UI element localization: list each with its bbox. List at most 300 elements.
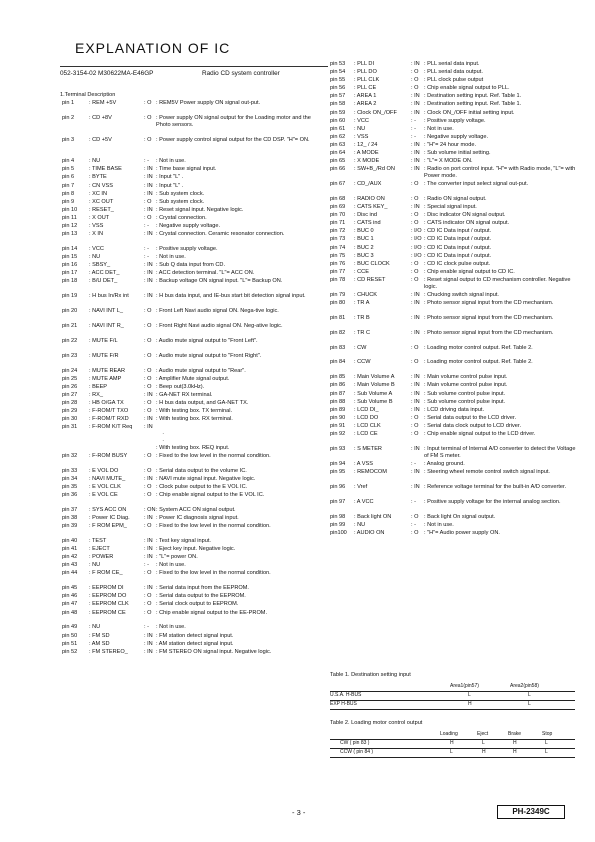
pin-name: : LCD CLK	[354, 422, 381, 429]
pin-number: pin 4	[62, 158, 75, 165]
pin-io-type: : IN	[411, 204, 420, 211]
pin-description: : Eject key input. Negative logic.	[156, 546, 236, 553]
pin-io-type: : -	[144, 246, 149, 252]
pin-io-type: : I/O	[411, 228, 422, 235]
pin-row	[330, 253, 580, 261]
pin-number: pin 25	[62, 375, 78, 382]
pin-name: : BEEP	[89, 383, 108, 390]
pin-name: : LCD DO	[354, 414, 379, 421]
pin-row	[330, 315, 580, 330]
pin-io-type: : IN	[411, 158, 420, 165]
pin-number: pin 28	[62, 400, 78, 407]
right-column	[330, 61, 580, 538]
pin-io-type: : IN	[144, 632, 153, 639]
pin-name: : B/U DET_	[89, 278, 118, 285]
pin-description: : H bus data output, and GA-NET TX.	[156, 400, 249, 407]
pin-row	[60, 523, 330, 538]
pin-description: : Not in use.	[424, 125, 454, 132]
pin-description: : Radio on port control input. "H"= with Radio mode, "L"= with Power mode.	[424, 166, 576, 180]
pin-row	[330, 292, 580, 300]
pin-description: : Not in use.	[156, 562, 186, 569]
pin-description: : Input "L" .	[156, 174, 184, 181]
pin-description: : Backup voltage ON signal input. "L"= Backup ON.	[156, 278, 283, 285]
pin-row	[330, 158, 580, 166]
pin-row	[60, 384, 330, 392]
section-title: 1.Terminal Description	[60, 92, 116, 98]
pin-description: : CD IC Data input / output.	[424, 228, 492, 235]
pin-name: : CD +8V	[89, 114, 112, 121]
pin-io-type: : IN	[144, 392, 153, 398]
pin-io-type: : IN	[411, 390, 420, 397]
pin-number: pin 69	[330, 204, 346, 211]
pin-description: : Front Left Navi audio signal ON. Nega-tive logic.	[156, 308, 279, 315]
pin-number: pin 77	[330, 268, 346, 275]
table-header	[330, 731, 575, 740]
pin-description: : With testing box. RX terminal.	[156, 416, 233, 423]
pin-io-type: : -	[144, 254, 149, 261]
pin-row	[60, 166, 330, 174]
pin-number: pin 31	[62, 424, 78, 431]
pin-name: : E VOL CLK	[89, 483, 121, 490]
pin-name: : Sub Volume A	[354, 390, 393, 397]
pin-description: : Photo sensor signal input from the CD mechanism.	[424, 314, 554, 321]
pin-name: : CATS ind	[354, 220, 381, 227]
pin-description: : Radio ON signal output.	[424, 196, 487, 202]
pin-number: pin 24	[62, 367, 78, 374]
pin-row	[60, 368, 330, 376]
pin-name: : LCD CE	[354, 431, 378, 438]
pin-row	[60, 492, 330, 507]
pin-io-type: : IN	[144, 231, 153, 238]
pin-name: : Power IC Diag.	[89, 515, 130, 522]
pin-row	[330, 228, 580, 236]
pin-name: : F-ROM BUSY	[89, 452, 128, 459]
table-title: Table 1. Destination setting input	[330, 672, 411, 678]
table-cell: L	[528, 692, 531, 698]
table-cell: L	[545, 749, 548, 755]
pin-name: : PLL CE	[354, 85, 377, 92]
page-number: - 3 -	[292, 808, 306, 817]
pin-description: : Serial data output to the volume IC.	[156, 467, 247, 474]
pin-number: pin 38	[62, 515, 78, 522]
pin-io-type: : O	[144, 483, 152, 490]
pin-description: : Audio mute signal output to "Front Right".	[156, 352, 262, 359]
pin-row	[60, 601, 330, 609]
pin-name: : Clock ON_/OFF	[354, 109, 397, 116]
pin-description: : Photo sensor signal input from the CD mechanism.	[424, 329, 554, 336]
pin-io-type: : -	[144, 624, 149, 631]
pin-io-type: : IN	[411, 374, 420, 381]
pin-name: : EEPROM CLK	[89, 601, 129, 608]
pin-name: : A VCC	[354, 498, 374, 505]
pin-io-type: : IN	[411, 329, 420, 336]
pin-description: : Amplifier Mute signal output.	[156, 375, 230, 382]
pin-number: pin 81	[330, 314, 346, 321]
pin-description: : Back light On signal output.	[424, 513, 496, 520]
pin-description: : Audio mute signal output to "Front Left".	[156, 337, 258, 344]
pin-number: pin 36	[62, 492, 78, 499]
pin-name: : TR B	[354, 314, 370, 321]
table-row	[330, 740, 575, 749]
pin-description: : Sub system clock.	[156, 198, 205, 205]
pin-io-type: : IN	[144, 424, 153, 431]
pin-description: : Not in use.	[156, 158, 186, 165]
pin-io-type: : IN	[411, 93, 420, 100]
pin-number: pin 70	[330, 212, 346, 219]
pin-row	[60, 649, 330, 664]
pin-description: : Reference voltage terminal for the built-in A/D converter.	[424, 483, 567, 490]
pin-row	[60, 207, 330, 215]
pin-io-type: : O	[144, 523, 152, 530]
pin-number: pin 59	[330, 109, 346, 116]
pin-row	[60, 624, 330, 632]
pin-number: pin 3	[62, 136, 75, 143]
pin-row	[330, 484, 580, 499]
pin-row	[60, 585, 330, 593]
pin-row	[330, 126, 580, 134]
pin-description: : Reset signal input. Negative logic.	[156, 206, 244, 213]
table-cell: H	[482, 749, 486, 755]
pin-row	[60, 191, 330, 199]
pin-row	[60, 158, 330, 166]
pin-io-type: : O	[144, 467, 152, 474]
pin-row	[330, 150, 580, 158]
pin-description: : Loading motor control output. Ref. Table 2.	[424, 344, 533, 351]
pin-name: : VCC	[354, 117, 369, 124]
pin-name: : CD_/AUX	[354, 181, 382, 188]
pin-number: pin 23	[62, 352, 78, 359]
pin-io-type: : IN	[144, 270, 153, 277]
pin-name: : CW	[354, 344, 367, 351]
pin-description: : GA-NET RX terminal.	[156, 392, 213, 398]
pin-number: pin 47	[62, 601, 78, 608]
pin-number: pin 61	[330, 125, 346, 132]
pin-io-type: : IN	[411, 483, 420, 490]
table-header-cell: Area1(pin57)	[450, 683, 479, 689]
pin-description: : Serial data output to the LCD driver.	[424, 414, 517, 421]
pin-io-type: : IN	[411, 291, 420, 298]
pin-number: pin 57	[330, 93, 346, 100]
title-rule	[60, 66, 328, 67]
pin-row	[60, 215, 330, 223]
pin-description: : Serial data output to the EEPROM.	[156, 593, 246, 600]
pin-description: : "L"= X MODE ON.	[424, 158, 473, 165]
pin-description: : Serial data input from the EEPROM.	[156, 585, 249, 592]
table-header-cell: Brake	[508, 731, 522, 737]
pin-io-type: : IN	[144, 190, 153, 197]
pin-number: pin 74	[330, 244, 346, 251]
pin-io-type: : I/O	[411, 236, 422, 243]
pin-name: : CD RESET	[354, 276, 386, 283]
model-code-box: PH-2349C	[497, 805, 565, 819]
pin-number: pin 58	[330, 101, 346, 108]
pin-row	[60, 137, 330, 159]
pin-description: : H bus data input, and IE-bus start bit detection signal input.	[156, 293, 306, 300]
pin-io-type: : IN	[144, 546, 153, 553]
pin-io-type: : O	[144, 609, 152, 616]
pin-io-type: : O	[144, 308, 152, 315]
pin-description: : AM station detect signal input.	[156, 640, 234, 647]
pin-name: : NU	[89, 254, 101, 261]
pin-number: pin 32	[62, 452, 78, 459]
table-cell: H	[513, 740, 517, 746]
pin-name: : HB O/GA TX	[89, 400, 124, 407]
pin-io-type: : O	[144, 337, 152, 344]
pin-number: pin 53	[330, 61, 346, 67]
pin-number: pin 96	[330, 483, 346, 490]
pin-description: : Destination setting input. Ref. Table 1.	[424, 101, 522, 108]
pin-description: : Loading motor control output. Ref. Table 2.	[424, 359, 533, 366]
pin-name: : A VSS	[354, 460, 373, 467]
pin-description: : Not in use.	[424, 521, 454, 528]
pin-description: : Negative supply voltage.	[156, 223, 221, 230]
pin-io-type: : IN	[144, 554, 153, 561]
pin-io-type: : IN	[144, 475, 153, 482]
table-cell: H	[450, 740, 454, 746]
table-row	[330, 749, 575, 758]
table-cell: L	[528, 701, 531, 707]
pin-row	[330, 374, 580, 382]
pin-name: : REM +5V	[89, 100, 117, 106]
pin-number: pin 87	[330, 390, 346, 397]
pin-row	[60, 468, 330, 476]
pin-row	[60, 610, 330, 625]
pin-io-type: : -	[411, 460, 416, 467]
pin-number: pin 63	[330, 141, 346, 148]
pin-row	[60, 231, 330, 246]
table-row	[330, 692, 575, 701]
pin-io-type: : ON	[144, 506, 156, 513]
pin-number: pin 52	[62, 648, 78, 655]
pin-io-type: : IN	[144, 640, 153, 647]
pin-description: : Input terminal of Internal A/D converter to detect the Voltage of FM S meter.	[424, 445, 576, 459]
pin-io-type: : O	[144, 492, 152, 499]
pin-io-type: : IN	[144, 538, 153, 545]
pin-io-type: : O	[411, 260, 419, 267]
table-row-label: CW ( pin 83 )	[340, 740, 370, 746]
table-header-cell: Stop	[542, 731, 553, 737]
pin-name: : F-ROM K/T Req	[89, 424, 133, 431]
pin-number: pin 68	[330, 196, 346, 202]
pin-name: : RX_	[89, 392, 103, 398]
pin-name: : TR A	[354, 299, 370, 306]
pin-io-type: : O	[144, 352, 152, 359]
table-header-cell: Eject	[477, 731, 489, 737]
pin-description: : With testing box. TX terminal.	[156, 408, 233, 415]
pin-io-type: : IN	[411, 314, 420, 321]
pin-name: : VSS	[354, 133, 369, 140]
pin-number: pin 9	[62, 198, 75, 205]
pin-description: : With testing box. REQ input.	[156, 444, 230, 451]
pin-number: pin 33	[62, 467, 78, 474]
pin-row	[60, 408, 330, 416]
pin-io-type: : O	[411, 220, 419, 227]
ic-description: Radio CD system controller	[202, 70, 280, 77]
pin-row	[330, 407, 580, 415]
pin-number: pin 21	[62, 323, 78, 330]
pin-io-type: : O	[144, 214, 152, 221]
pin-description: : REM5V Power supply ON signal out-put.	[156, 100, 261, 106]
table-cell: L	[450, 749, 453, 755]
pin-number: pin 26	[62, 383, 78, 390]
pin-row	[330, 431, 580, 446]
pin-description: : Steering wheel remote control switch signal input.	[424, 468, 550, 475]
pin-description: : Fixed to the low level in the normal condition.	[156, 570, 271, 577]
pin-io-type: : I/O	[411, 252, 422, 259]
pin-row	[60, 546, 330, 554]
pin-description: : Fixed to the low level in the normal condition.	[156, 523, 271, 530]
pin-name: : MUTE REAR	[89, 367, 126, 374]
pin-io-type: : O	[411, 181, 419, 188]
pin-name: : H bus In/Rx int	[89, 293, 129, 300]
pin-number: pin 37	[62, 506, 78, 513]
pin-description: : Chip enable signal output to the E VOL IC.	[156, 492, 265, 499]
pin-description: : Time base signal input.	[156, 166, 217, 173]
pin-row	[60, 338, 330, 353]
pin-name: : AREA 2	[354, 101, 377, 108]
table-header-cell: Area2(pin58)	[510, 683, 539, 689]
pin-row	[60, 308, 330, 323]
pin-io-type: : IN	[411, 406, 420, 413]
pin-description: : Main volume control pulse input.	[424, 374, 508, 381]
pin-io-type: : O	[144, 601, 152, 608]
pin-row	[60, 293, 330, 308]
pin-io-type: : IN	[411, 109, 420, 116]
pin-row	[60, 270, 330, 278]
pin-description: : CD IC Data input / output.	[424, 236, 492, 243]
pin-row	[60, 570, 330, 585]
pin-io-type: : -	[144, 223, 149, 230]
pin-description: : Chip enable signal output to the LCD driver.	[424, 431, 536, 438]
pin-number: pin 39	[62, 523, 78, 530]
pin-io-type: : IN	[144, 416, 153, 423]
pin-io-type: : IN	[411, 398, 420, 405]
pin-description: : Serial clock output to EEPROM.	[156, 601, 239, 608]
pin-io-type: : O	[144, 593, 152, 600]
pin-description: : Power supply ON signal output for the Loading motor and the Photo sensors.	[156, 114, 311, 128]
pin-description: : Sub Q data input from CD.	[156, 262, 226, 269]
pin-number: pin 20	[62, 308, 78, 315]
pin-name: : SW+B_/Rd ON	[354, 166, 395, 173]
pin-io-type: : O	[411, 359, 419, 366]
pin-row	[330, 514, 580, 522]
pin-name: : BUC 2	[354, 244, 374, 251]
pin-row	[330, 142, 580, 150]
pin-name: : F-ROM/T RXD	[89, 416, 129, 423]
pin-description: : Sub volume initial setting.	[424, 150, 491, 157]
pin-row	[330, 269, 580, 277]
pin-io-type: : -	[411, 125, 416, 132]
pin-number: pin 76	[330, 260, 346, 267]
table-cell: L	[545, 740, 548, 746]
pin-io-type: : -	[411, 133, 416, 140]
pin-name: : Vref	[354, 483, 368, 490]
pin-description: : Analog ground.	[424, 460, 465, 467]
pin-number: pin 56	[330, 85, 346, 92]
pin-name: : RADIO ON	[354, 196, 385, 202]
pin-description: : Negative supply voltage.	[424, 133, 489, 140]
pin-name: : Main Volume B	[354, 382, 395, 389]
pin-io-type: : IN	[144, 585, 153, 592]
pin-number: pin 62	[330, 133, 346, 140]
pin-io-type: : IN	[411, 150, 420, 157]
pin-number: pin 13	[62, 231, 78, 238]
pin-io-type: : IN	[144, 174, 153, 181]
pin-io-type: : O	[411, 196, 419, 202]
pin-name: : REMOCOM	[354, 468, 387, 475]
pin-name: : NAVI INT L_	[89, 308, 123, 315]
pin-io-type: : IN	[411, 445, 420, 452]
pin-row	[60, 323, 330, 338]
pin-number: pin 43	[62, 562, 78, 569]
table-header	[330, 683, 575, 692]
pin-number: pin 72	[330, 228, 346, 235]
pin-row	[330, 236, 580, 244]
pin-name: : EEPROM CE	[89, 609, 126, 616]
pin-number: pin 78	[330, 276, 346, 283]
pin-io-type: : O	[144, 452, 152, 459]
pin-number: pin 93	[330, 445, 346, 452]
pin-row	[330, 330, 580, 345]
pin-row	[330, 93, 580, 101]
pin-name: : F ROM CE_	[89, 570, 123, 577]
pin-name: : SBSY_	[89, 262, 111, 269]
pin-name: : MUTE F/L	[89, 337, 118, 344]
pin-description: : Chip enable signal output to CD IC.	[424, 268, 515, 275]
pin-row	[330, 499, 580, 514]
pin-number: pin 54	[330, 69, 346, 76]
pin-description: : Sub volume control pulse input.	[424, 390, 506, 397]
pin-io-type: : O	[411, 85, 419, 92]
pin-io-type: : IN	[411, 468, 420, 475]
pin-description: : CD IC clock pulse output.	[424, 260, 491, 267]
pin-name: : CD +5V	[89, 136, 112, 143]
pin-row	[60, 562, 330, 570]
pin-row	[330, 522, 580, 530]
pin-number: pin 79	[330, 291, 346, 298]
pin-number: pin 95	[330, 468, 346, 475]
pin-description: : CD IC Data input / output.	[424, 244, 492, 251]
pin-number: pin 65	[330, 158, 346, 165]
pin-description: : Positive supply voltage.	[156, 246, 218, 252]
pin-row	[330, 212, 580, 220]
pin-description: : PLL clock pulse output	[424, 77, 484, 84]
pin-io-type: : O	[144, 114, 152, 121]
pin-name: : NU	[89, 158, 101, 165]
pin-name: : F-ROM/T TXO	[89, 408, 129, 415]
pin-row	[330, 69, 580, 77]
pin-description: : FM STEREO ON signal input. Negative logic.	[156, 648, 272, 655]
table-cell: H	[468, 701, 472, 707]
pin-io-type: : -	[144, 158, 149, 165]
pin-row	[330, 423, 580, 431]
table-row-label: EXP H-BUS	[330, 701, 357, 707]
pin-name: : VSS	[89, 223, 104, 230]
pin-number: pin 50	[62, 632, 78, 639]
pin-io-type: : O	[411, 212, 419, 219]
pin-number: pin 11	[62, 214, 77, 221]
pin-io-type: : IN	[144, 182, 153, 189]
pin-io-type: : IN	[411, 166, 420, 173]
pin-number: pin 35	[62, 483, 78, 490]
pin-name: : FM SD	[89, 632, 110, 639]
pin-description: : Clock ON_/OFF initial setting input.	[424, 109, 515, 116]
pin-description: : Crystal connection.	[156, 214, 207, 221]
pin-name: : POWER	[89, 554, 114, 561]
ic-part-number: 052-3154-02 M30622MA-E46GP	[60, 70, 154, 77]
pin-name: : BUC 0	[354, 228, 374, 235]
pin-io-type: : IN	[144, 262, 153, 269]
